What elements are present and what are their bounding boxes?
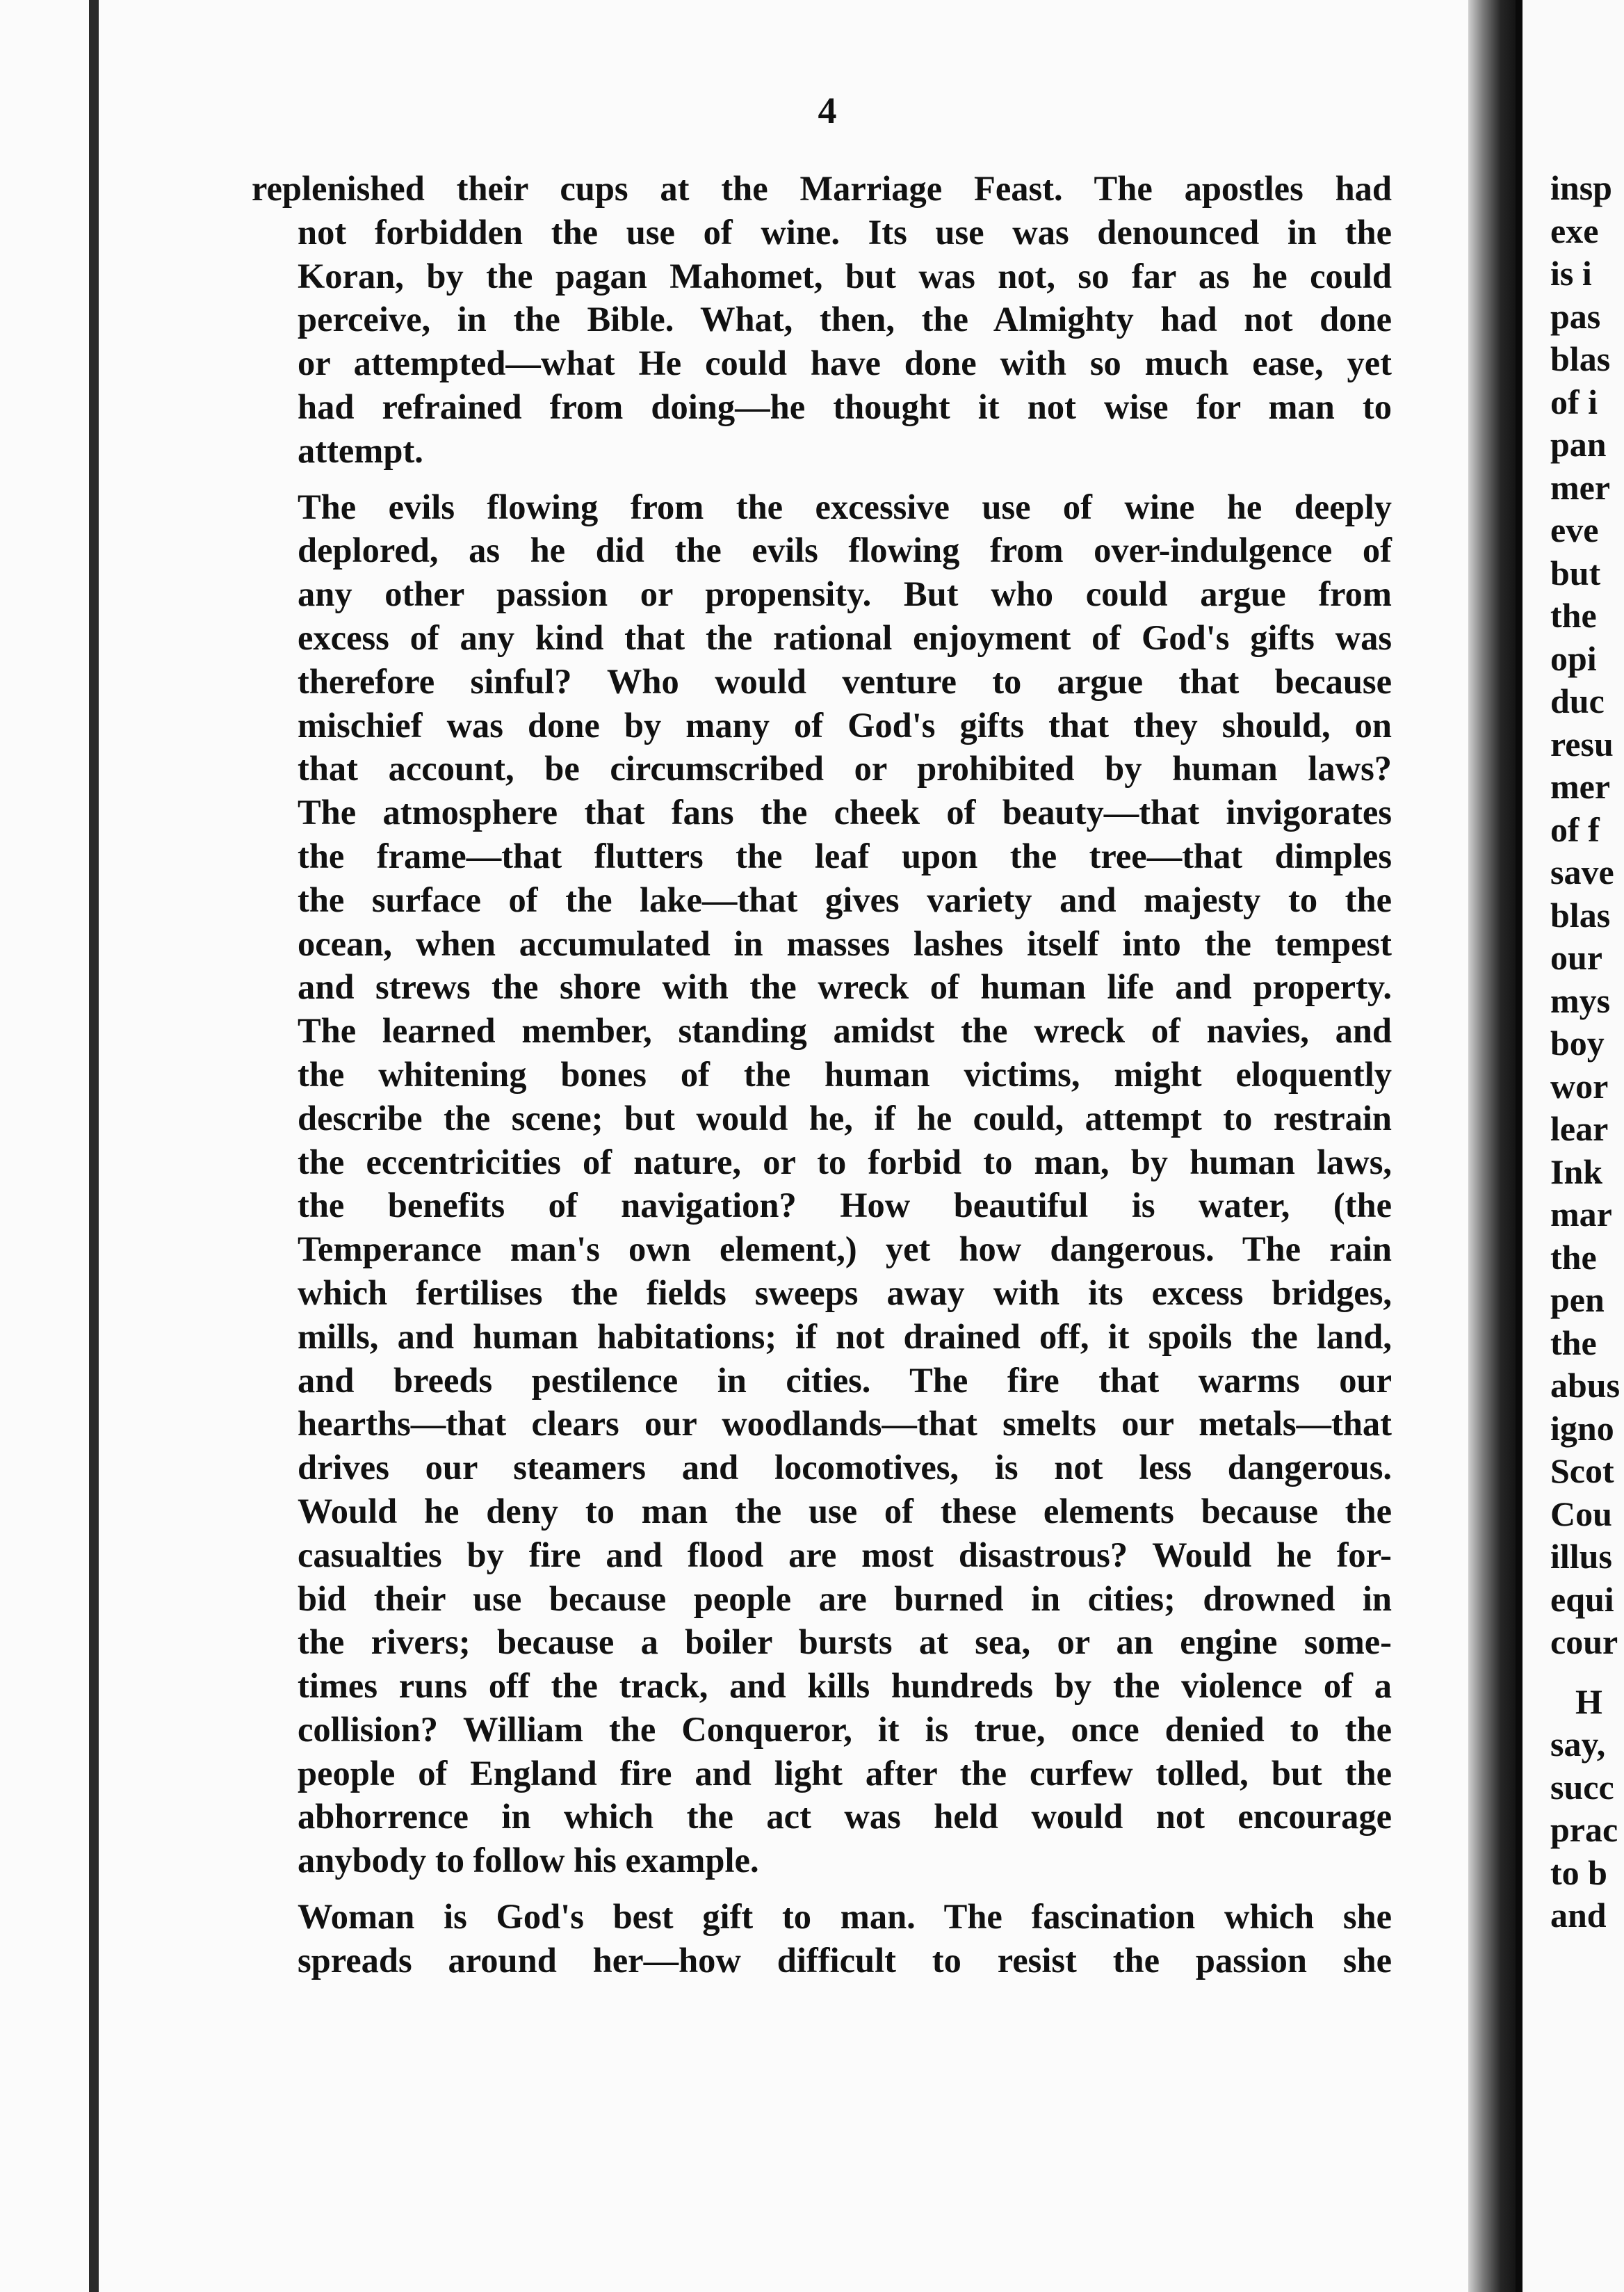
text-line: which fertilises the fields sweeps away with its excess bridges,: [298, 1273, 1392, 1312]
text-line: the eccentricities of nature, or to forbid to man, by human laws,: [298, 1142, 1392, 1181]
text-line: The learned member, standing amidst the wreck of navies, and: [298, 1011, 1392, 1051]
right-page-line: Ink: [1550, 1152, 1603, 1191]
right-page-line: H: [1575, 1681, 1602, 1721]
text-line: had refrained from doing—he thought it not wise for man to: [298, 387, 1392, 426]
right-page-line: the: [1550, 596, 1597, 635]
text-line: Koran, by the pagan Mahomet, but was not, so far as he could: [298, 256, 1392, 296]
right-page-text-column: [1550, 167, 1624, 1937]
text-line: anybody to follow his example.: [298, 1841, 759, 1880]
right-page-line: Scot: [1550, 1451, 1614, 1490]
right-page-line: but: [1550, 553, 1601, 592]
right-page-line: wor: [1550, 1066, 1609, 1106]
right-page-line: of f: [1550, 809, 1600, 849]
right-page-line: the: [1550, 1237, 1597, 1277]
book-gutter: [1468, 0, 1518, 2292]
text-line: attempt.: [298, 430, 423, 470]
text-line: Would he deny to man the use of these elements because the: [298, 1491, 1392, 1531]
text-line: any other passion or propensity. But who could argue from: [298, 574, 1392, 614]
text-line: mills, and human habitations; if not drained off, it spoils the land,: [298, 1316, 1392, 1356]
text-line: or attempted—what He could have done with so much ease, yet: [298, 344, 1392, 383]
text-line: bid their use because people are burned in cities; drowned in: [298, 1579, 1392, 1618]
right-page-line: boy: [1550, 1024, 1605, 1063]
text-line: abhorrence in which the act was held would not encourage: [298, 1797, 1392, 1837]
text-line: spreads around her—how difficult to resist the passion she: [298, 1940, 1392, 1980]
text-line: the frame—that flutters the leaf upon the tree—that dimples: [298, 836, 1392, 875]
text-line: not forbidden the use of wine. Its use was denounced in the: [298, 212, 1392, 252]
right-page-line: duc: [1550, 681, 1605, 720]
right-page-line: illus: [1550, 1537, 1612, 1576]
right-page-line: pan: [1550, 425, 1607, 464]
text-line: perceive, in the Bible. What, then, the Almighty had not done: [298, 300, 1392, 339]
text-line: mischief was done by many of God's gifts that they should, on: [298, 705, 1392, 745]
right-page-line: mar: [1550, 1195, 1612, 1234]
right-page-line: prac: [1550, 1810, 1618, 1849]
text-line: the benefits of navigation? How beautiful is water, (the: [298, 1186, 1392, 1225]
right-page-fragment: [1522, 0, 1624, 2292]
right-page-line: pen: [1550, 1280, 1605, 1319]
main-text-column: [252, 167, 1392, 1983]
text-line: The evils flowing from the excessive use of wine he deeply: [298, 487, 1392, 526]
right-page-line: insp: [1550, 168, 1612, 207]
right-page-line: and: [1550, 1896, 1607, 1935]
text-line: ocean, when accumulated in masses lashes itself into the tempest: [298, 923, 1392, 963]
right-page-line: exe: [1550, 211, 1599, 250]
gutter-shadow: [1516, 0, 1522, 2292]
text-line: casualties by fire and flood are most disastrous? Would he for-: [298, 1535, 1392, 1574]
text-line: that account, be circumscribed or prohibited by human laws?: [298, 749, 1392, 789]
text-line: The atmosphere that fans the cheek of beauty—that invigorates: [298, 793, 1392, 832]
text-line: drives our steamers and locomotives, is not less dangerous.: [298, 1448, 1392, 1487]
right-page-line: save: [1550, 853, 1614, 891]
text-line: the rivers; because a boiler bursts at sea, or an engine some-: [298, 1622, 1392, 1662]
text-line: and breeds pestilence in cities. The fire that warms our: [298, 1360, 1392, 1400]
right-page-line: the: [1550, 1323, 1597, 1362]
text-line: excess of any kind that the rational enjoyment of God's gifts was: [298, 618, 1392, 657]
text-line: and strews the shore with the wreck of human life and property.: [298, 967, 1392, 1007]
text-line: Temperance man's own element,) yet how dangerous. The rain: [298, 1229, 1392, 1269]
text-line: therefore sinful? Who would venture to argue that because: [298, 661, 1392, 701]
right-page-line: opi: [1550, 638, 1597, 678]
right-page-line: blas: [1550, 895, 1611, 935]
text-line: people of England fire and light after the curfew tolled, but the: [298, 1753, 1392, 1793]
right-page-line: of i: [1550, 382, 1598, 421]
text-line: replenished their cups at the Marriage Feast. The apostles had: [252, 169, 1392, 208]
right-page-line: mer: [1550, 767, 1611, 806]
right-page-line: equi: [1550, 1579, 1614, 1619]
right-page-line: abus: [1550, 1366, 1621, 1405]
text-line: deplored, as he did the evils flowing from over-indulgence of: [298, 531, 1392, 570]
text-line: hearths—that clears our woodlands—that smelts our metals—that: [298, 1404, 1392, 1444]
right-page-line: our: [1550, 938, 1602, 977]
right-page-line: Cou: [1550, 1494, 1612, 1533]
text-line: the surface of the lake—that gives variety and majesty to the: [298, 880, 1392, 919]
text-line: the whitening bones of the human victims, might eloquently: [298, 1054, 1392, 1094]
right-page-line: mys: [1550, 980, 1611, 1020]
page-number: 4: [818, 90, 837, 131]
right-page-line: say,: [1550, 1725, 1606, 1764]
right-page-line: pas: [1550, 296, 1601, 336]
right-page-line: to b: [1550, 1853, 1607, 1892]
text-line: times runs off the track, and kills hundreds by the violence of a: [298, 1666, 1392, 1706]
right-page-line: cour: [1550, 1622, 1618, 1661]
text-line: Woman is God's best gift to man. The fascination which she: [298, 1897, 1392, 1937]
right-page-line: resu: [1550, 724, 1614, 764]
right-page-line: is i: [1550, 254, 1592, 293]
right-page-line: lear: [1550, 1109, 1609, 1148]
right-page-line: succ: [1550, 1767, 1614, 1807]
text-line: collision? William the Conqueror, it is true, once denied to the: [298, 1709, 1392, 1749]
scan-left-edge: [89, 0, 99, 2292]
text-line: describe the scene; but would he, if he could, attempt to restrain: [298, 1098, 1392, 1138]
right-page-line: eve: [1550, 510, 1599, 549]
right-page-line: mer: [1550, 467, 1611, 507]
right-page-line: igno: [1550, 1408, 1614, 1448]
right-page-line: blas: [1550, 339, 1611, 378]
